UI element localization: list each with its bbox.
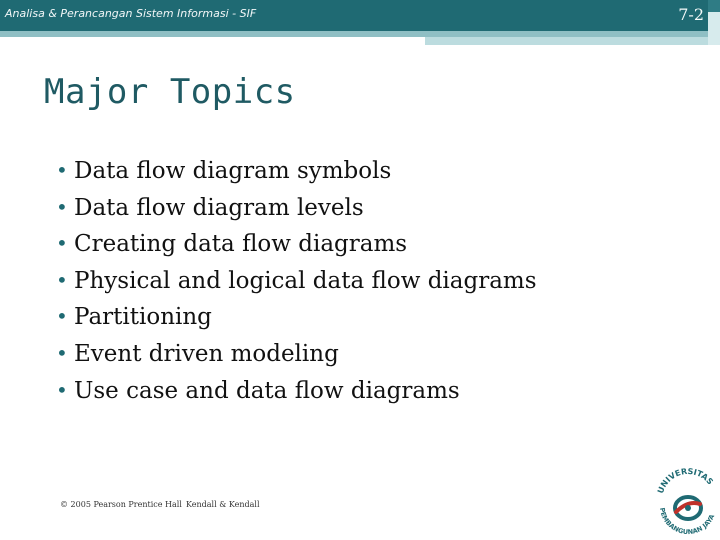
list-item-text: Partitioning [74,304,212,331]
list-item-text: Data flow diagram levels [74,194,364,221]
bullet-icon: • [56,158,68,182]
bullet-icon: • [56,304,68,329]
list-item-text: Data flow diagram symbols [74,158,392,184]
bullet-icon: • [56,194,68,219]
footer-copyright: © 2005 Pearson Prentice Hall [60,500,182,509]
svg-text:UNIVERSITAS: UNIVERSITAS [655,466,715,495]
list-item-text: Physical and logical data flow diagrams [74,267,537,294]
bullet-icon: • [56,231,68,256]
slide-title: Major Topics [44,72,296,112]
footer-authors: Kendall & Kendall [186,500,260,509]
course-title: Analisa & Perancangan Sistem Informasi - SIF [5,7,257,20]
list-item-text: Creating data flow diagrams [74,231,408,258]
university-seal-icon [652,460,720,540]
svg-text:PEMBANGUNAN JAYA: PEMBANGUNAN JAYA [657,507,717,537]
list-item-text: Event driven modeling [74,340,339,367]
slide-number: 7-2 [678,5,704,24]
bullet-icon: • [56,267,68,292]
list-item-text: Use case and data flow diagrams [74,377,460,404]
header-corner-block-dark [708,0,720,12]
bullet-icon: • [56,340,68,365]
bullet-icon: • [56,377,68,402]
header-accent-strip-light [425,37,708,45]
